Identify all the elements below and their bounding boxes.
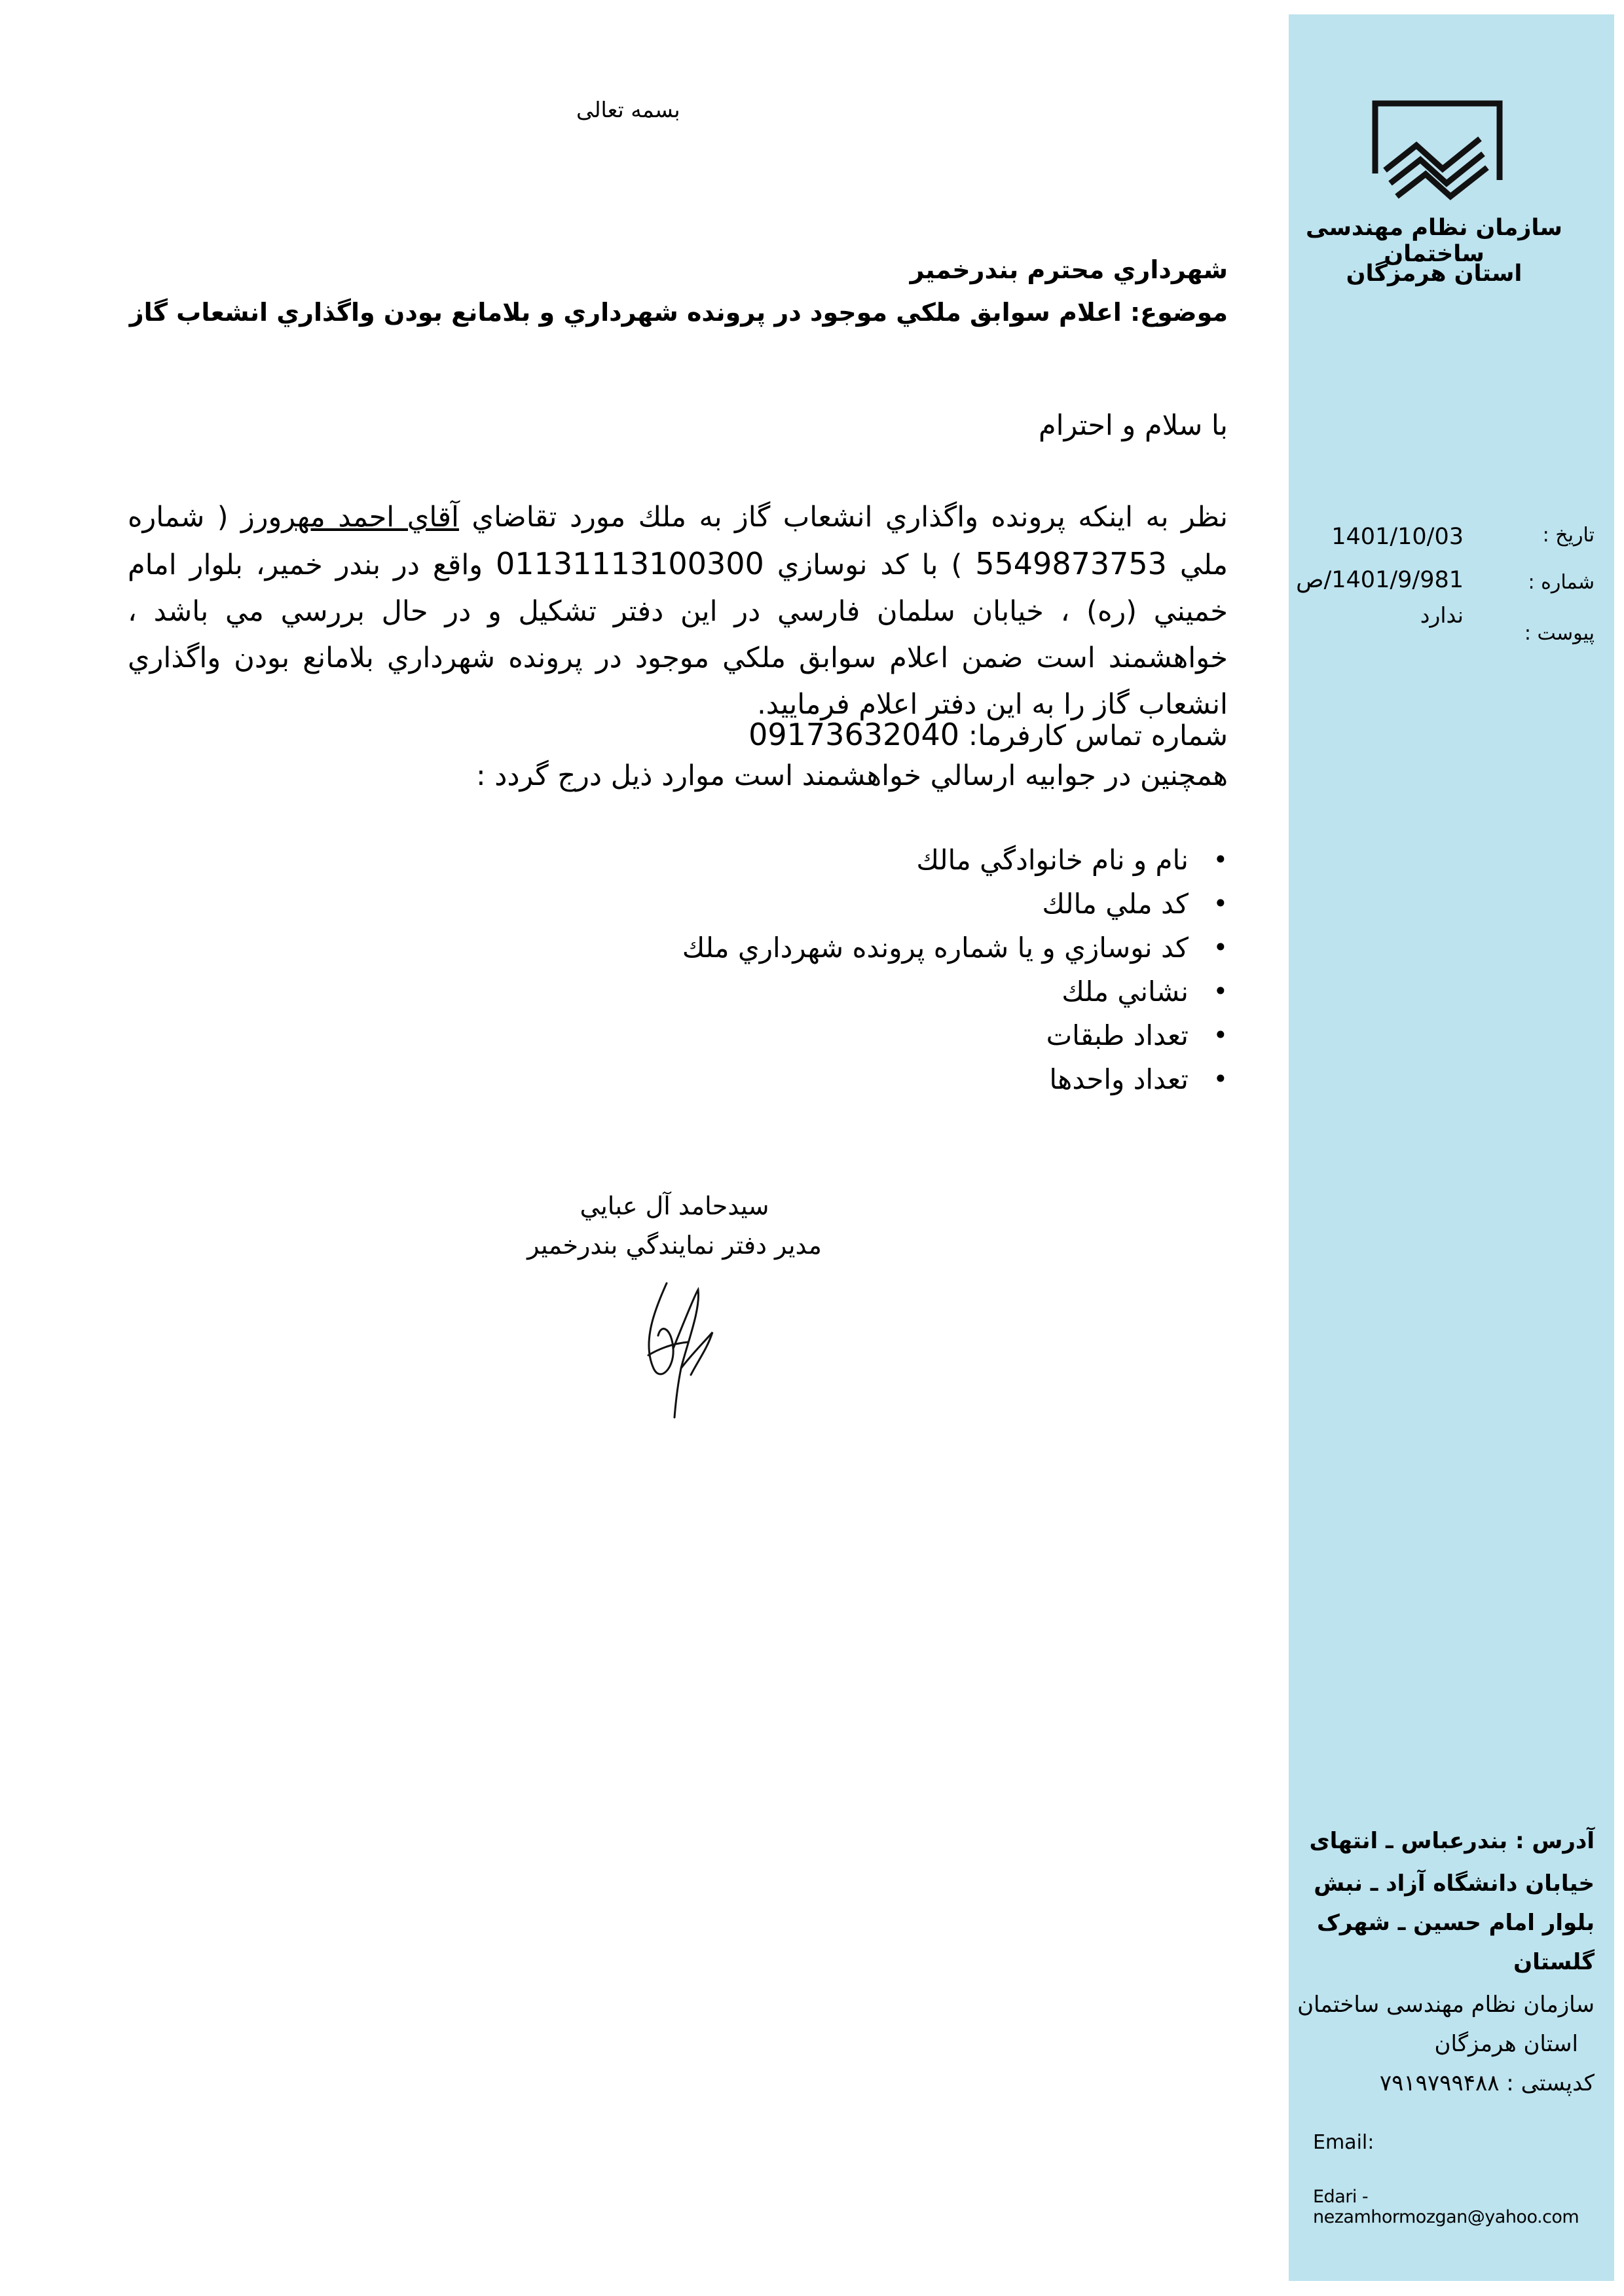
list-item-text: كد نوسازي و يا شماره پرونده شهرداري ملك — [682, 932, 1189, 964]
address-line: سازمان نظام مهندسی ساختمان — [1297, 1992, 1595, 2018]
address-line: آدرس : بندرعباس ـ انتهای — [1309, 1828, 1595, 1854]
applicant-name: آقاي احمد مهرورز — [240, 501, 459, 534]
address-line: خیابان دانشگاه آزاد ـ نبش — [1314, 1870, 1595, 1897]
recipient: شهرداري محترم بندرخمير — [910, 255, 1228, 284]
bullet: • — [1213, 1021, 1228, 1049]
list-item-text: نشاني ملك — [1061, 975, 1189, 1008]
subject-line: موضوع: اعلام سوابق ملكي موجود در پرونده شهرداري و بلامانع بودن واگذاري انشعاب گاز — [129, 298, 1228, 327]
bullet: • — [1213, 933, 1228, 962]
list-item — [682, 926, 1228, 970]
renovation-code: 01131113100300 — [496, 546, 764, 581]
list-item — [682, 970, 1228, 1013]
address-line: بلوار امام حسین ـ شهرک — [1317, 1910, 1595, 1936]
body-text: ) با كد نوسازي — [764, 549, 976, 581]
request-line: همچنين در جوابيه ارسالي خواهشمند است موارد ذيل درج گردد : — [476, 759, 1228, 792]
bullet: • — [1213, 889, 1228, 918]
signer-name: سيدحامد آل عبايي — [580, 1192, 769, 1220]
phone-number: 09173632040 — [748, 717, 960, 752]
bullet: • — [1213, 845, 1228, 874]
org-name: سازمان نظام مهندسی ساختمان — [1306, 215, 1562, 267]
bullet: • — [1213, 977, 1228, 1006]
body-paragraph — [128, 494, 1228, 728]
address-line: استان هرمزگان — [1434, 2031, 1578, 2057]
handwritten-signature — [635, 1270, 727, 1421]
list-item-text: تعداد طبقات — [1046, 1019, 1189, 1051]
basmala: بسمه تعالی — [576, 97, 680, 122]
org-province: استان هرمزگان — [1346, 261, 1522, 287]
postal-code: کدپستی : ۷۹۱۹۷۹۹۴۸۸ — [1379, 2070, 1595, 2096]
phone-line — [748, 717, 1228, 752]
list-item-text: نام و نام خانوادگي مالك — [916, 844, 1189, 876]
list-item — [682, 882, 1228, 926]
letterhead-sidebar — [1289, 14, 1614, 2281]
list-item-text: كد ملي مالك — [1042, 888, 1189, 920]
email-address[interactable]: Edari - nezamhormozgan@yahoo.com — [1313, 2187, 1579, 2227]
body-text: واقع در بندر خمير، بلوار امام خميني (ره) ، خيابان سلمان فارسي در اين دفتر تشكيل و در حال بررسي مي باشد ، خواهشمند است ضمن اعلام سوابق ملكي موجود در پرونده شهرداري بلامانع بودن واگذاري انشعاب گاز را به اين دفتر اعلام فرماييد. — [128, 549, 1228, 721]
date-value: 1401/10/03 — [1331, 524, 1464, 550]
email-label: Email: — [1313, 2131, 1375, 2154]
signer-title: مدير دفتر نمايندگي بندرخمير — [527, 1231, 822, 1260]
phone-label: شماره تماس كارفرما: — [959, 720, 1228, 752]
list-item-text: تعداد واحدها — [1049, 1063, 1189, 1095]
organization-logo — [1365, 98, 1509, 203]
date-label: تاریخ : — [1542, 524, 1595, 547]
list-item — [682, 838, 1228, 882]
list-item — [682, 1013, 1228, 1057]
body-text: ( شماره ملي — [128, 501, 1228, 581]
address-line: گلستان — [1513, 1949, 1595, 1975]
attachment-label: پیوست : — [1524, 622, 1595, 645]
required-items-list — [682, 838, 1228, 1101]
number-value: 1401/9/981/ص — [1296, 567, 1464, 593]
body-text: نظر به اينكه پرونده واگذاري انشعاب گاز به ملك مورد تقاضاي — [458, 501, 1228, 534]
greeting: با سلام و احترام — [1039, 409, 1228, 442]
list-item — [682, 1057, 1228, 1101]
number-label: شماره : — [1528, 571, 1595, 594]
attachment-value: ندارد — [1420, 602, 1464, 628]
bullet: • — [1213, 1065, 1228, 1093]
national-id: 5549873753 — [975, 546, 1167, 581]
